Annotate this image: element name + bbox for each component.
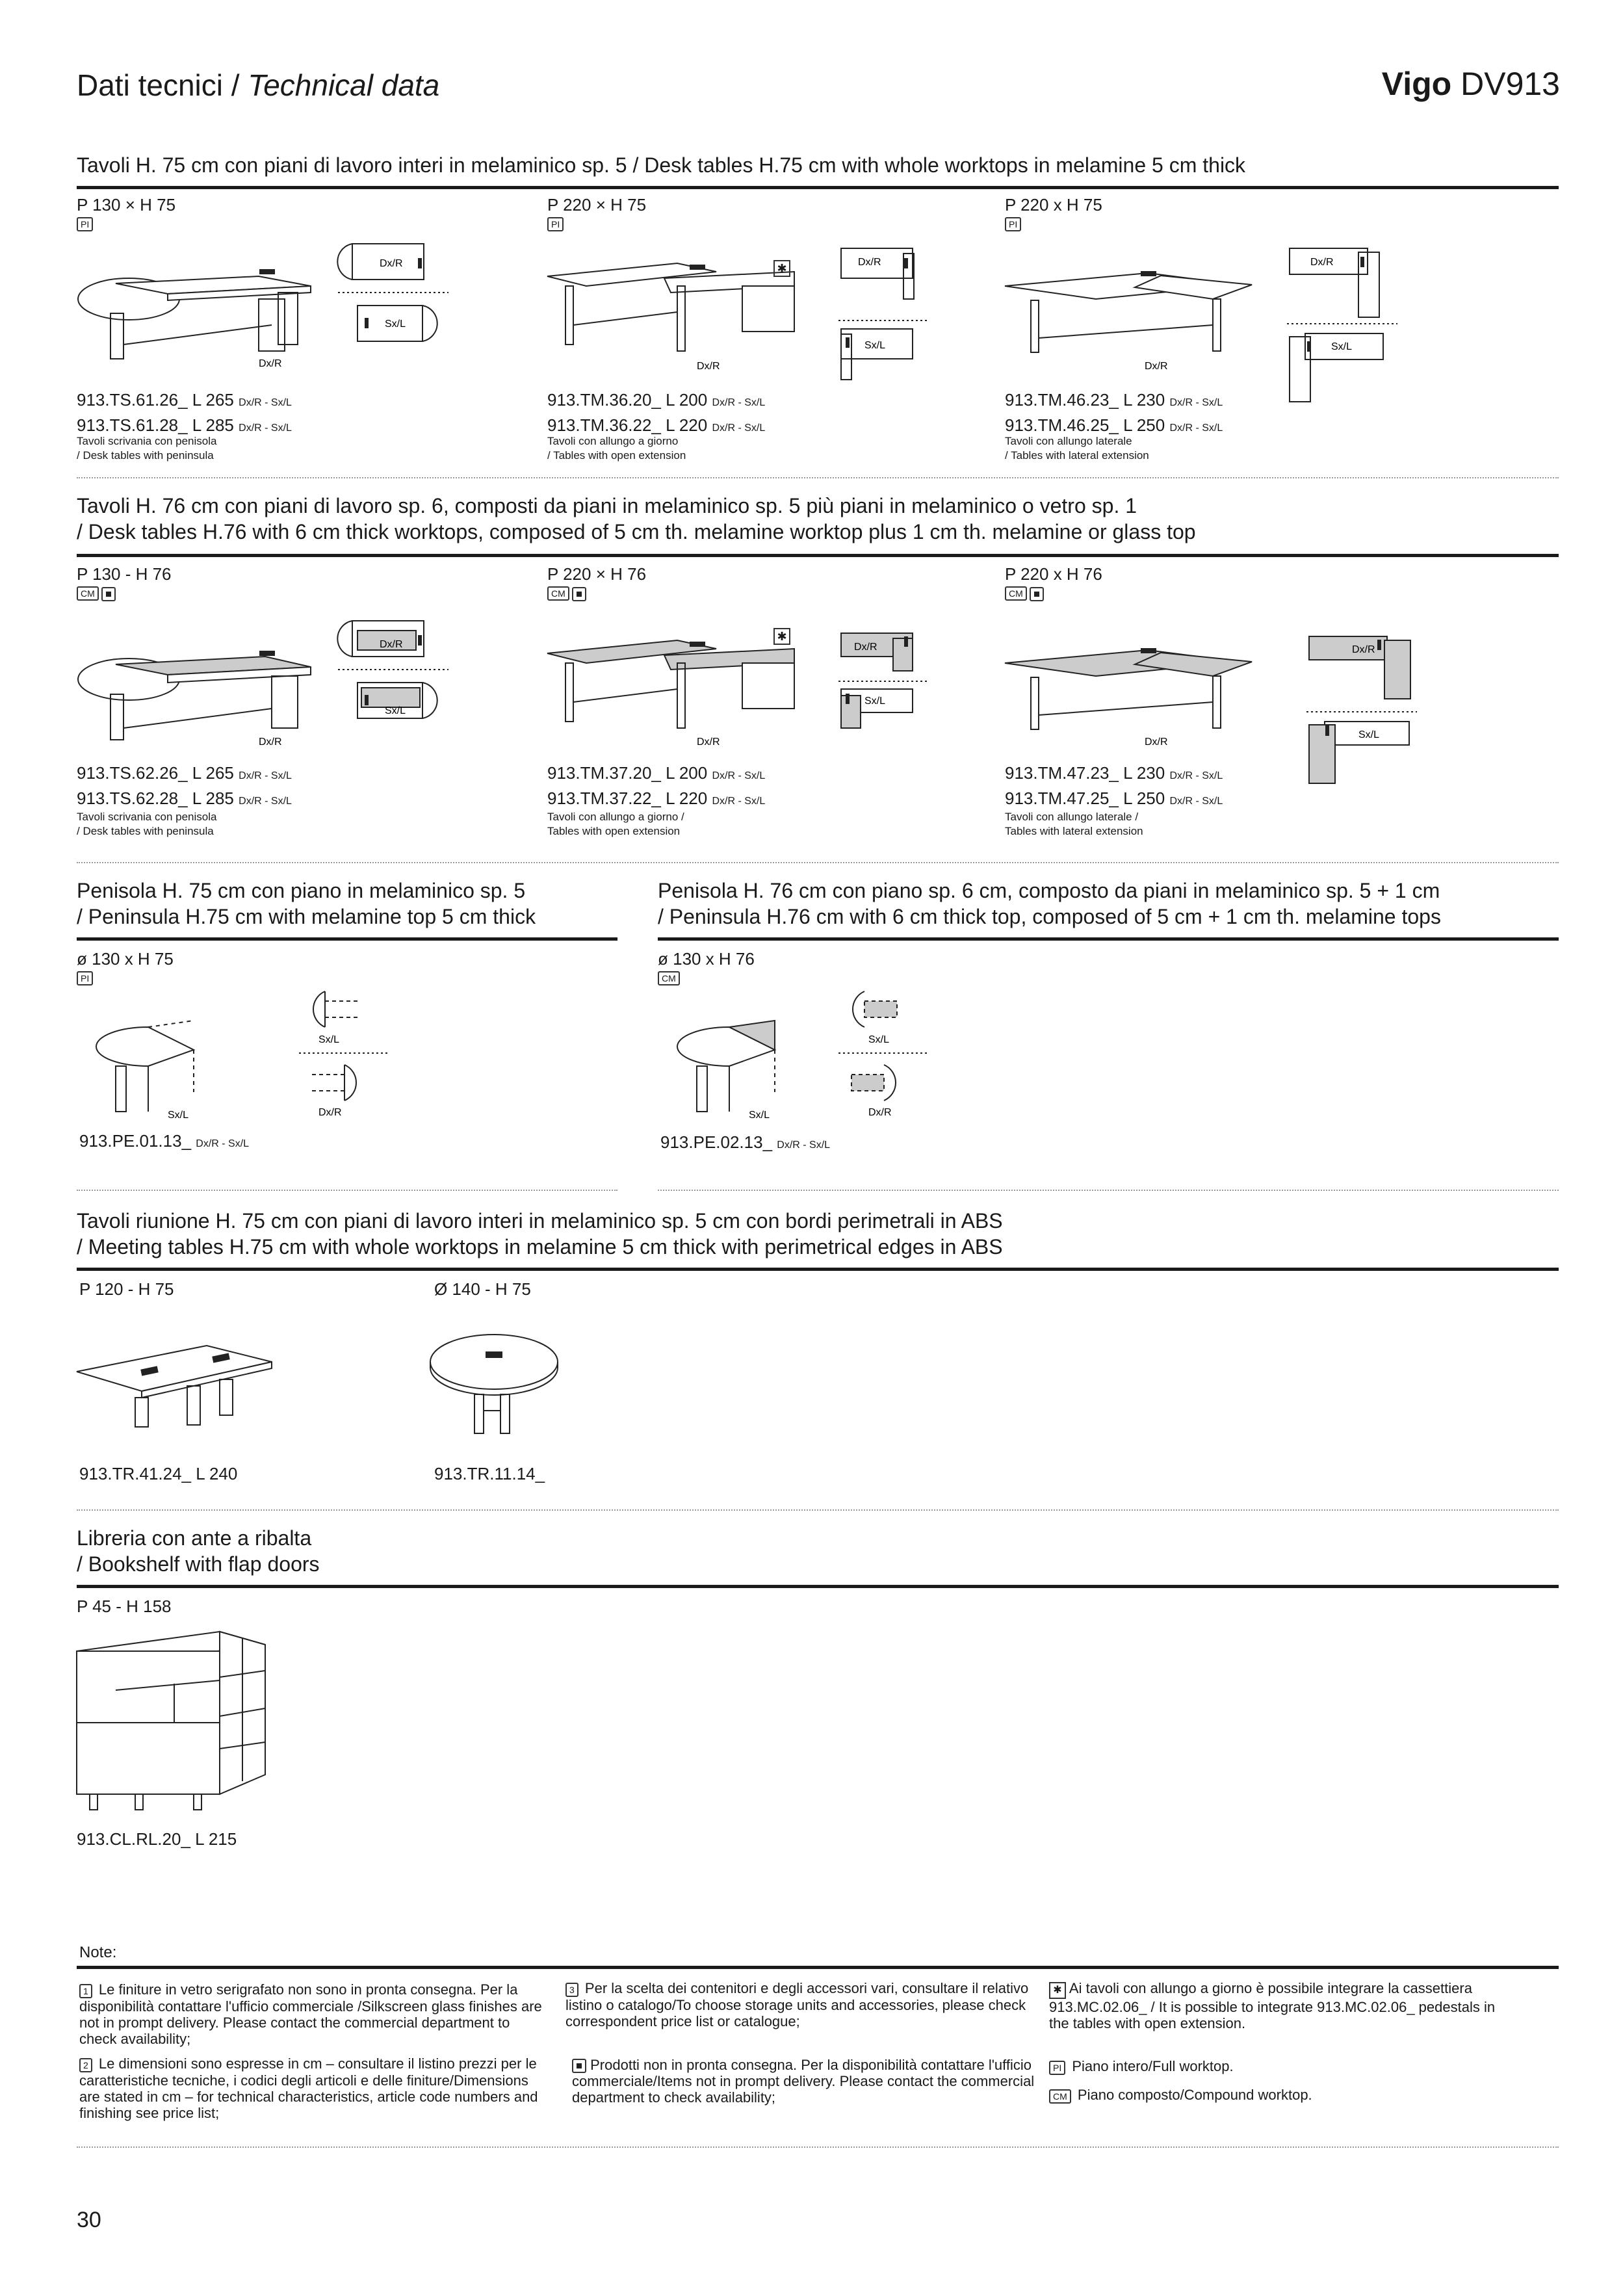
s1-item3-desc: Tavoli con allungo laterale / Tables with lateral extension [1005,435,1149,462]
s1-item2-options [838,246,936,395]
note-1: 1 Le finiture in vetro serigrafato non sono in pronta consegna. Per la disponibilità contattare l'ufficio commerciale /Silkscreen glass finishes are not in prompt delivery. Please contact the commercial department to check availability; [79,1981,542,2047]
s2-item1-drawing [77,624,545,754]
section1-title: Tavoli H. 75 cm con piani di lavoro interi in melaminico sp. 5 / Desk tables H.75 cm with whole worktops in melamine 5 cm thick [77,153,1246,177]
svg-text:Dx/R: Dx/R [868,1107,892,1118]
svg-text:Sx/L: Sx/L [1331,341,1353,352]
notes-title: Note: [79,1944,117,1961]
svg-text:Dx/R: Dx/R [858,257,881,268]
meeting-table-round-drawing [429,1326,572,1443]
note-2: 2 Le dimensioni sono espresse in cm – consultare il listino prezzi per le caratteristiche tecniche, i codici degli articoli e delle finiture/Dimensions are stated in cm – for technical characteristics, article code numbers and finishing see price list; [79,2055,538,2121]
asterisk-icon: ✱ [773,260,790,277]
title-en: Technical data [248,68,440,102]
s1-item3-options [1287,246,1404,402]
note-6: PI Piano intero/Full worktop. [1049,2058,1234,2075]
s2-item3-options [1306,634,1417,790]
not-prompt-icon [101,587,116,601]
svg-text:Dx/R: Dx/R [380,639,403,650]
note-7: CM Piano composto/Compound worktop. [1049,2087,1312,2104]
s1-item1-drawing [77,241,545,377]
s1-item3-codes: 913.TM.46.23_ L 230 Dx/R - Sx/L 913.TM.46.25_ L 250 Dx/R - Sx/L [1005,390,1223,435]
page-title: Dati tecnici / Technical data [77,68,440,102]
s1-item2-dim: P 220 × H 75 [547,195,647,215]
s1-item1-options [338,241,455,358]
s2-item1-options [338,618,455,735]
page-number: 30 [77,2208,101,2232]
svg-text:Sx/L: Sx/L [1358,729,1380,740]
svg-text:Dx/R: Dx/R [1145,737,1168,748]
svg-text:Sx/L: Sx/L [168,1110,189,1121]
s2-item3-drawing [1005,624,1278,754]
s1-item2-codes: 913.TM.36.20_ L 200 Dx/R - Sx/L 913.TM.36.22_ L 220 Dx/R - Sx/L [547,390,766,435]
s1-item3-dim: P 220 x H 75 [1005,195,1102,215]
svg-text:Sx/L: Sx/L [864,696,886,707]
model: DV913 [1461,66,1560,102]
s3-right-drawing [658,1014,866,1131]
asterisk-icon: ✱ [773,628,790,645]
s3-left-drawing [77,1014,285,1131]
s1-item1-dim: P 130 × H 75 [77,195,176,215]
section3-right-title: Penisola H. 76 cm con piano sp. 6 cm, composto da piani in melaminico sp. 5 + 1 cm / Peninsula H.76 cm with 6 cm thick top, composed of 5 cm + 1 cm th. melamine tops [658,879,1441,928]
svg-text:Dx/R: Dx/R [697,361,720,372]
svg-text:Dx/R: Dx/R [1145,361,1168,372]
svg-text:Sx/L: Sx/L [318,1034,340,1045]
brand: Vigo [1381,66,1452,102]
s1-item2-desc: Tavoli con allungo a giorno / Tables with open extension [547,435,686,462]
section1-rule [77,186,1559,189]
s2-item2-options [838,631,936,754]
svg-text:Dx/R: Dx/R [1352,644,1375,655]
note-5: ✱ Ai tavoli con allungo a giorno è possibile integrare la cassettiera 913.MC.02.06_ / It is possible to integrate 913.MC.02.06_ pedestals in the tables with open extension. [1049,1980,1496,2031]
s1-item1-codes: 913.TS.61.26_ L 265 Dx/R - Sx/L 913.TS.61.28_ L 285 Dx/R - Sx/L [77,390,292,435]
svg-text:Dx/R: Dx/R [318,1107,342,1118]
svg-text:Sx/L: Sx/L [385,319,406,330]
svg-text:Dx/R: Dx/R [1310,257,1334,268]
section2-title: Tavoli H. 76 cm con piani di lavoro sp. 6, composti da piani in melaminico sp. 5 più piani in melaminico o vetro sp. 1 / Desk tables H.76 with 6 cm thick worktops, composed of 5 cm th. melamine worktop plus 1 cm th. melamine or glass top [77,494,1196,543]
asterisk-icon: ✱ [1049,1982,1066,1999]
title-it: Dati tecnici [77,68,223,102]
bookshelf-drawing [77,1625,272,1820]
note-3: 3 Per la scelta dei contenitori e degli accessori vari, consultare il relativo listino o catalogo/To choose storage units and accessories, please check correspondent price list or catalogue; [565,1980,1029,2029]
meeting-table-rect-drawing [77,1333,285,1437]
s3-left-options [299,988,403,1131]
s3-right-options [838,988,942,1131]
section4-title: Tavoli riunione H. 75 cm con piani di lavoro interi in melaminico sp. 5 cm con bordi perimetrali in ABS / Meeting tables H.75 cm with whole worktops in melamine 5 cm thick with perimetrical edges in ABS [77,1209,1003,1259]
svg-text:Dx/R: Dx/R [380,258,403,269]
svg-text:Dx/R: Dx/R [854,642,877,653]
svg-text:Sx/L: Sx/L [385,705,406,716]
svg-text:Sx/L: Sx/L [868,1034,890,1045]
s1-item1-tag: PI [77,217,93,231]
section3-left-title: Penisola H. 75 cm con piano in melaminico sp. 5 / Peninsula H.75 cm with melamine top 5 cm thick [77,879,536,928]
svg-text:Sx/L: Sx/L [749,1110,770,1121]
svg-text:Dx/R: Dx/R [697,737,720,748]
section5-title: Libreria con ante a ribalta / Bookshelf with flap doors [77,1526,320,1576]
svg-text:Sx/L: Sx/L [864,340,886,351]
s1-item1-desc: Tavoli scrivania con penisola / Desk tables with peninsula [77,435,217,462]
product-name [1382,65,1560,103]
s1-item3-drawing [1005,247,1278,377]
svg-text:Dx/R: Dx/R [259,737,282,748]
s1-item1-label: Dx/R [259,358,282,369]
note-4: Prodotti non in pronta consegna. Per la disponibilità contattare l'ufficio commerciale/Items not in prompt delivery. Please contact the commercial department to check availability; [572,2057,1035,2106]
